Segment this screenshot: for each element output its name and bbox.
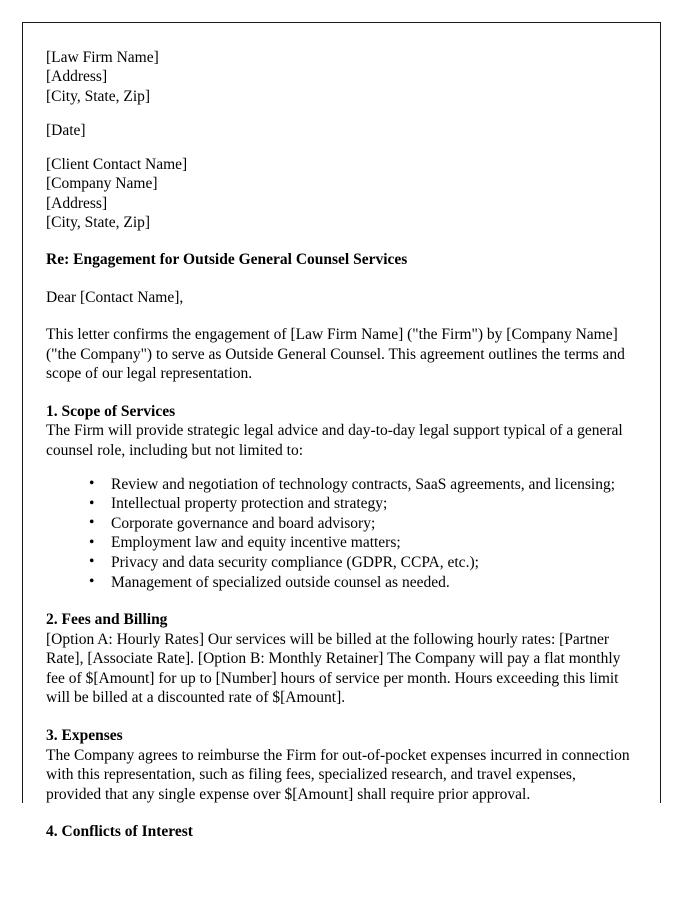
- document-body: [46, 48, 633, 842]
- recipient-line-city-state-zip: [City, State, Zip]: [46, 214, 151, 232]
- sender-line-city-state-zip: [City, State, Zip]: [46, 87, 151, 105]
- date-line: [Date]: [46, 121, 86, 139]
- document-page: [22, 22, 661, 841]
- recipient-line-company-name: [Company Name]: [46, 175, 158, 193]
- list-item: • Intellectual property protection and strategy;: [89, 494, 633, 514]
- recipient-line-address: [Address]: [46, 194, 108, 212]
- spacer-after-sender: [46, 106, 633, 121]
- section-body-fees-and-billing: [Option A: Hourly Rates] Our services will be billed at the following hourly rates: [Partner Rate], [Associate Rate]. [Option B: Monthly Retainer] The Company will pay a flat monthly fee of $[Amount] for up to [Number] hours of service per month. Hours exceeding this limit will be billed at a discounted rate of $[Amount].: [46, 630, 621, 707]
- list-item: • Employment law and equity incentive matters;: [89, 533, 633, 553]
- recipient-line-contact-name: [Client Contact Name]: [46, 156, 188, 174]
- scope-of-services-list: [46, 475, 633, 593]
- sender-line-address: [Address]: [46, 68, 108, 86]
- section-heading-expenses: 3. Expenses: [46, 727, 123, 745]
- sender-address-block: [46, 48, 633, 106]
- section-heading-scope-of-services: 1. Scope of Services: [46, 402, 176, 420]
- recipient-address-block: [46, 155, 633, 232]
- list-item: • Corporate governance and board advisory;: [89, 514, 633, 534]
- list-item: • Management of specialized outside counsel as needed.: [89, 573, 633, 593]
- sender-line-firm-name: [Law Firm Name]: [46, 49, 159, 66]
- section-body-scope-of-services: The Firm will provide strategic legal advice and day-to-day legal support typical of a general counsel role, including but not limited to:: [46, 422, 623, 459]
- section-heading-fees-and-billing: 2. Fees and Billing: [46, 611, 168, 629]
- salutation-line: Dear [Contact Name],: [46, 288, 184, 306]
- intro-paragraph: This letter confirms the engagement of [Law Firm Name] ("the Firm") by [Company Name] ("the Company") to serve as Outside General Counsel. This agreement outlines the terms and scope of our legal representation.: [46, 325, 625, 383]
- list-item: • Review and negotiation of technology contracts, SaaS agreements, and licensing;: [89, 475, 633, 495]
- spacer-after-date: [46, 140, 633, 155]
- section-heading-conflicts-of-interest: 4. Conflicts of Interest: [46, 823, 193, 841]
- section-body-expenses: The Company agrees to reimburse the Firm for out-of-pocket expenses incurred in connection with this representation, such as filing fees, specialized research, and travel expenses, provided that any single expense over $[Amount] shall require prior approval.: [46, 746, 630, 803]
- subject-line: Re: Engagement for Outside General Counsel Services: [46, 251, 408, 269]
- list-item: • Privacy and data security compliance (GDPR, CCPA, etc.);: [89, 553, 633, 573]
